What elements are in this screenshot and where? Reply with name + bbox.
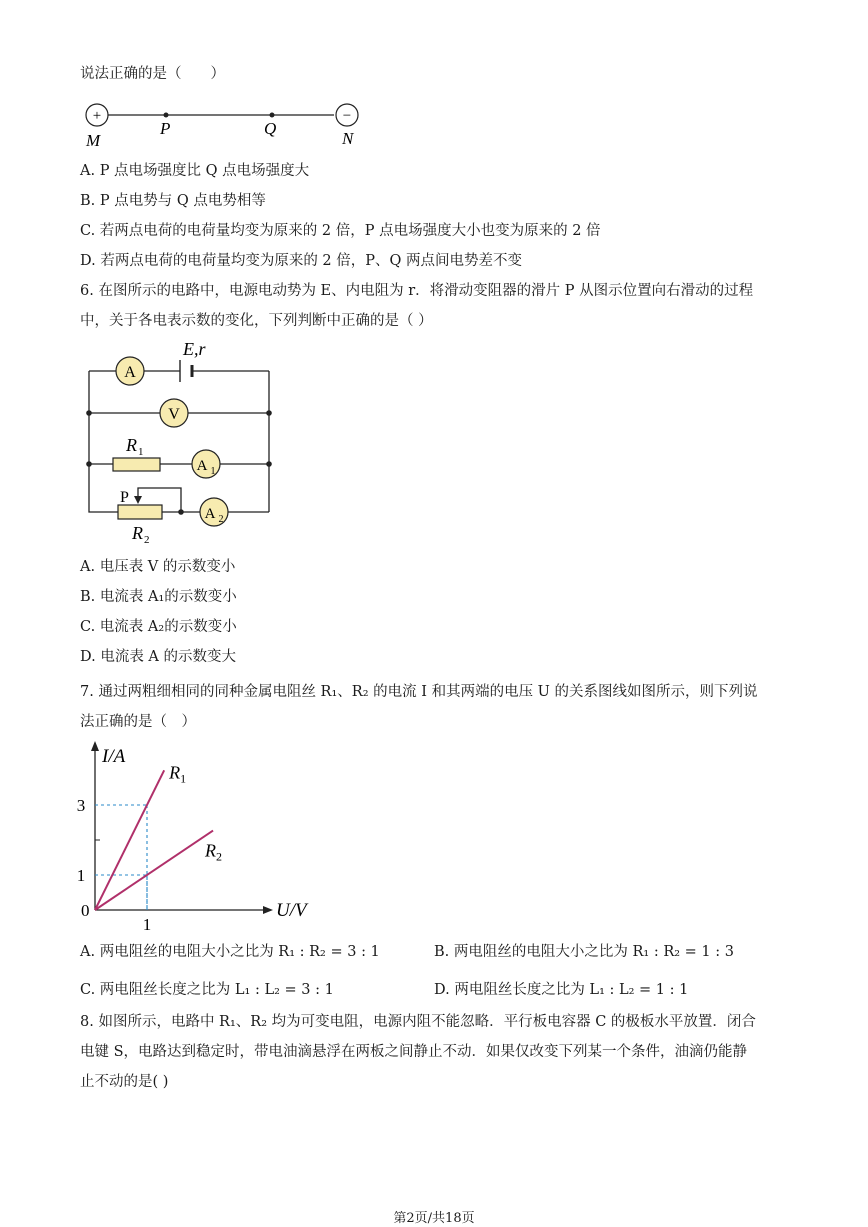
page-footer: 第2页/共18页 bbox=[393, 1211, 475, 1226]
y-axis-arrow bbox=[91, 741, 99, 751]
q6-option-a: A. 电压表 V 的示数变小 bbox=[80, 559, 236, 575]
series-line-1 bbox=[95, 770, 164, 910]
source-label: E,r bbox=[183, 339, 206, 359]
meter-A1-label: A bbox=[196, 458, 208, 474]
q5-option-c: C. 若两点电荷的电荷量均变为原来的 2 倍，P 点电场强度大小也变为原来的 2 倍 bbox=[80, 223, 601, 239]
label-P: P bbox=[160, 119, 171, 138]
meter-A2-sub: 2 bbox=[218, 514, 224, 525]
minus-sign: − bbox=[342, 108, 352, 124]
r2-sub: 2 bbox=[144, 534, 150, 546]
q6-option-b: B. 电流表 A₁的示数变小 bbox=[80, 589, 237, 605]
q7-iu-chart bbox=[78, 738, 318, 933]
plus-sign: + bbox=[92, 108, 102, 124]
meter-A-label: A bbox=[124, 364, 136, 381]
q6-option-c: C. 电流表 A₂的示数变小 bbox=[80, 619, 237, 635]
q7-stem-line1: 7. 通过两粗细相同的同种金属电阻丝 R₁、R₂ 的电流 I 和其两端的电压 U 的关系图线如图所示，则下列说 bbox=[80, 684, 758, 700]
q7-option-a: A. 两电阻丝的电阻大小之比为 R₁ : R₂ = 3 : 1 bbox=[80, 944, 380, 960]
q5-field-figure bbox=[80, 100, 380, 150]
x-axis-label: U/V bbox=[276, 900, 307, 921]
q5-option-b: B. P 点电势与 Q 点电势相等 bbox=[80, 193, 266, 209]
origin-label: 0 bbox=[81, 901, 90, 920]
q6-circuit-figure bbox=[80, 338, 280, 548]
slider-p-label: P bbox=[120, 489, 129, 506]
q5-stem-tail: 说法正确的是（ ） bbox=[80, 66, 225, 82]
q7-option-c: C. 两电阻丝长度之比为 L₁ : L₂ = 3 : 1 bbox=[80, 982, 334, 998]
r1-label: R bbox=[126, 435, 137, 455]
label-Q: Q bbox=[264, 119, 277, 138]
q7-option-b: B. 两电阻丝的电阻大小之比为 R₁ : R₂ = 1 : 3 bbox=[434, 944, 734, 960]
q5-option-a: A. P 点电场强度比 Q 点电场强度大 bbox=[80, 163, 310, 179]
meter-V-label: V bbox=[168, 406, 180, 423]
series-label-2: $R_2$ bbox=[205, 840, 223, 864]
q5-option-d: D. 若两点电荷的电荷量均变为原来的 2 倍，P、Q 两点间电势差不变 bbox=[80, 253, 523, 269]
x-tick-label-1: 1 bbox=[142, 915, 152, 934]
q8-line3: 止不动的是( ) bbox=[80, 1074, 169, 1090]
q6-stem-line2: 中，关于各电表示数的变化，下列判断中正确的是（ ） bbox=[80, 313, 433, 329]
y-tick-label-1: 1 bbox=[76, 866, 86, 885]
label-N: N bbox=[342, 129, 354, 148]
q6-option-d: D. 电流表 A 的示数变大 bbox=[80, 649, 237, 665]
y-tick-label-3: 3 bbox=[76, 796, 86, 815]
series-line-2 bbox=[95, 831, 213, 910]
q7-option-d: D. 两电阻丝长度之比为 L₁ : L₂ = 1 : 1 bbox=[434, 982, 689, 998]
meter-A2-label: A bbox=[204, 506, 216, 522]
q8-line1: 8. 如图所示，电路中 R₁、R₂ 均为可变电阻，电源内阻不能忽略．平行板电容器 C 的极板水平放置．闭合 bbox=[80, 1014, 756, 1030]
meter-A1-sub: 1 bbox=[210, 466, 216, 477]
label-M: M bbox=[86, 131, 101, 150]
q8-line2: 电键 S，电路达到稳定时，带电油滴悬浮在两板之间静止不动．如果仅改变下列某一个条件，油滴仍能静 bbox=[80, 1044, 748, 1060]
r1-sub: 1 bbox=[138, 446, 144, 458]
series-label-1: $R_1$ bbox=[169, 762, 187, 786]
q7-stem-line2: 法正确的是（ ） bbox=[80, 714, 196, 730]
q6-stem-line1: 6. 在图所示的电路中，电源电动势为 E、内电阻为 r．将滑动变阻器的滑片 P 从图示位置向右滑动的过程 bbox=[80, 283, 754, 299]
y-axis-label: I/A bbox=[102, 746, 126, 767]
r2-label: R bbox=[132, 523, 143, 543]
x-axis-arrow bbox=[263, 906, 273, 914]
